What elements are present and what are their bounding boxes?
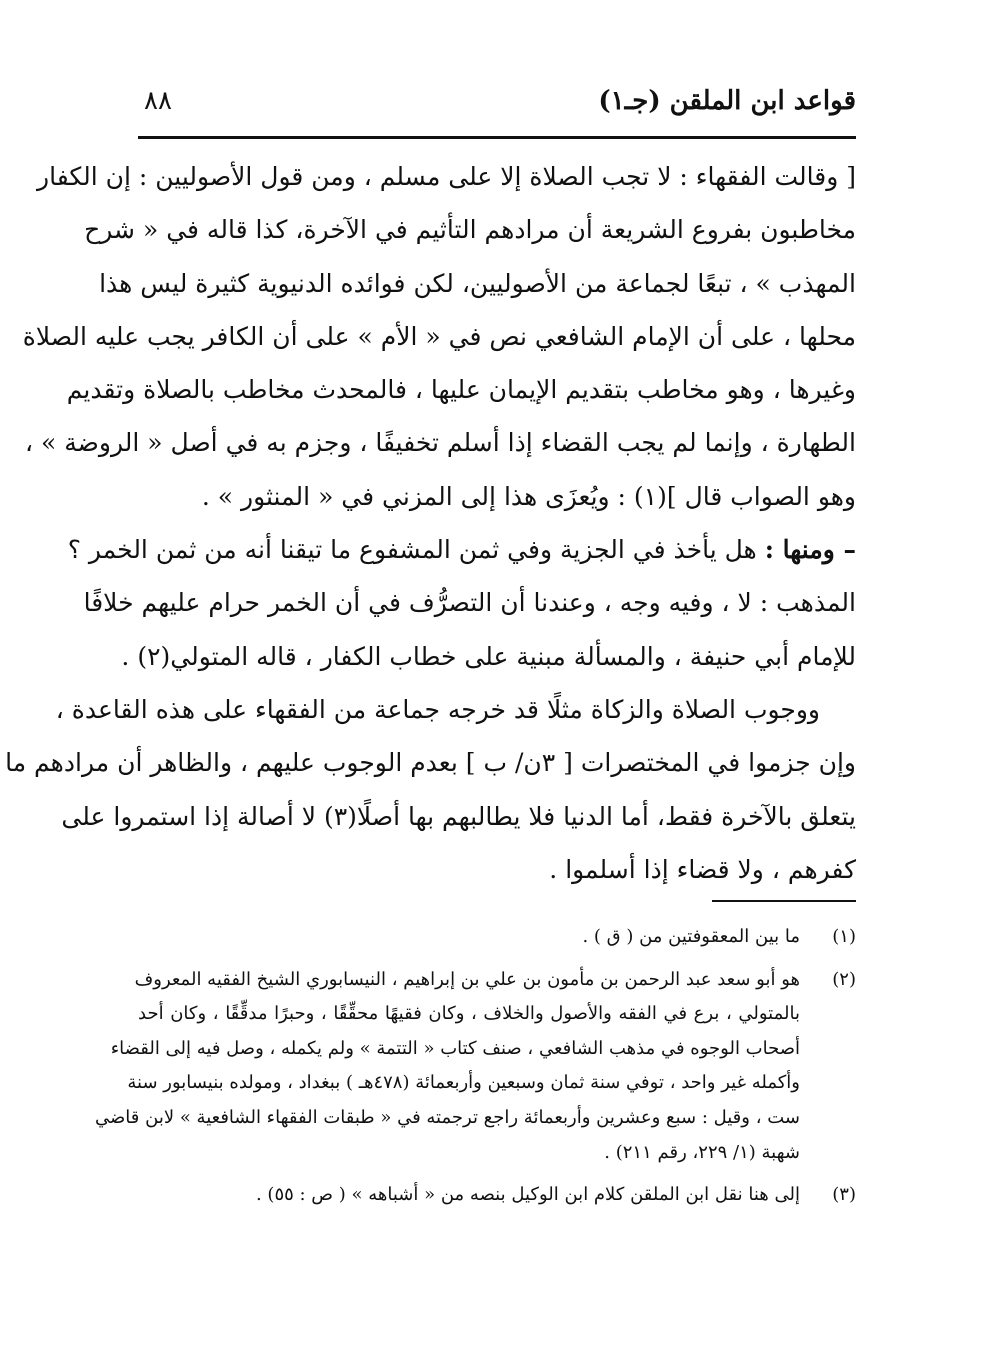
issue-lead: – ومنها : [764, 535, 856, 565]
text-line: وهو الصواب قال ](١) : ويُعزَى هذا إلى المزني في « المنثور » . [201, 481, 856, 511]
issue-text: هل يأخذ في الجزية وفي ثمن المشفوع ما تيقنا أنه من ثمن الخمر ؟ [67, 535, 757, 565]
footnotes [95, 920, 856, 1213]
text-line: [ وقالت الفقهاء : لا تجب الصلاة إلا على مسلم ، ومن قول الأصوليين : إن الكفار [37, 162, 856, 191]
text-line: المذهب : لا ، وفيه وجه ، وعندنا أن التصرُّف في أن الخمر حرام عليهم خلافًا [83, 588, 856, 618]
footnote-line: ست ، وقيل : سبع وعشرين وأربعمائة راجع ترجمته في « طبقات الفقهاء الشافعية » لابن قاضي [95, 1106, 800, 1128]
footnote-number: (١) [832, 926, 856, 947]
text-line: الطهارة ، وإنما لم يجب القضاء إذا أسلم تخفيفًا ، وجزم به في أصل « الروضة » ، [25, 428, 856, 458]
running-title: قواعد ابن الملقن (جـ١) [598, 86, 856, 116]
page-header [138, 78, 856, 128]
text-line: محلها ، على أن الإمام الشافعي نص في « الأم » على أن الكافر يجب عليه الصلاة [22, 321, 856, 351]
footnote-rule [712, 900, 856, 902]
footnote-3 [138, 1178, 856, 1213]
footnote-line: بالمتولي ، برع في الفقه والأصول والخلاف ، وكان فقيهًا محقِّقًا ، وحبرًا مدقِّقًا ، وكان أحد [138, 1003, 800, 1025]
footnote-line: أصحاب الوجوه في مذهب الشافعي ، صنف كتاب « التتمة » ولم يكمله ، وصل فيه إلى القضاء [110, 1037, 800, 1059]
footnote-2 [95, 963, 856, 1171]
main-text [5, 150, 856, 896]
footnote-number: (٣) [832, 1184, 856, 1206]
footnote-number: (٢) [832, 968, 856, 990]
paragraph-first-line: ووجوب الصلاة والزكاة مثلًا قد خرجه جماعة من الفقهاء على هذه القاعدة ، [55, 694, 820, 724]
header-rule [138, 136, 856, 139]
footnote-line: وأكمله غير واحد ، توفي سنة ثمان وسبعين وأربعمائة (٤٧٨هـ ) ببغداد ، ومولده بنيسابور سنة [127, 1072, 800, 1094]
footnote-line: هو أبو سعد عبد الرحمن بن مأمون بن علي بن إبراهيم ، النيسابوري الشيخ الفقيه المعروف [134, 968, 800, 990]
issue-line [67, 523, 856, 576]
text-line: وغيرها ، وهو مخاطب بتقديم الإيمان عليها ، فالمحدث مخاطب بالصلاة وتقديم [66, 375, 856, 405]
text-line: يتعلق بالآخرة فقط، أما الدنيا فلا يطالبهم بها أصلًا(٣) لا أصالة إذا استمروا على [61, 801, 856, 831]
text-line: للإمام أبي حنيفة ، والمسألة مبنية على خطاب الكفار ، قاله المتولي(٢) . [121, 641, 856, 671]
page-number: ٨٨ [144, 86, 172, 116]
text-line: مخاطبون بفروع الشريعة أن مرادهم التأثيم في الآخرة، كذا قاله في « شرح [84, 215, 856, 245]
footnote-line: ما بين المعقوفتين من ( ق ) . [582, 926, 800, 947]
text-line: وإن جزموا في المختصرات [ ٣ن/ ب ] بعدم الوجوب عليهم ، والظاهر أن مرادهم ما [5, 748, 856, 778]
footnote-line: إلى هنا نقل ابن الملقن كلام ابن الوكيل بنصه من « أشباهه » ( ص : ٥٥) . [255, 1184, 800, 1206]
text-line: المهذب » ، تبعًا لجماعة من الأصوليين، لكن فوائده الدنيوية كثيرة ليس هذا [99, 268, 856, 298]
text-line: كفرهم ، ولا قضاء إذا أسلموا . [549, 854, 856, 884]
footnote-line: شهبة (١/ ٢٢٩، رقم ٢١١) . [604, 1141, 800, 1163]
footnote-1 [138, 920, 856, 955]
